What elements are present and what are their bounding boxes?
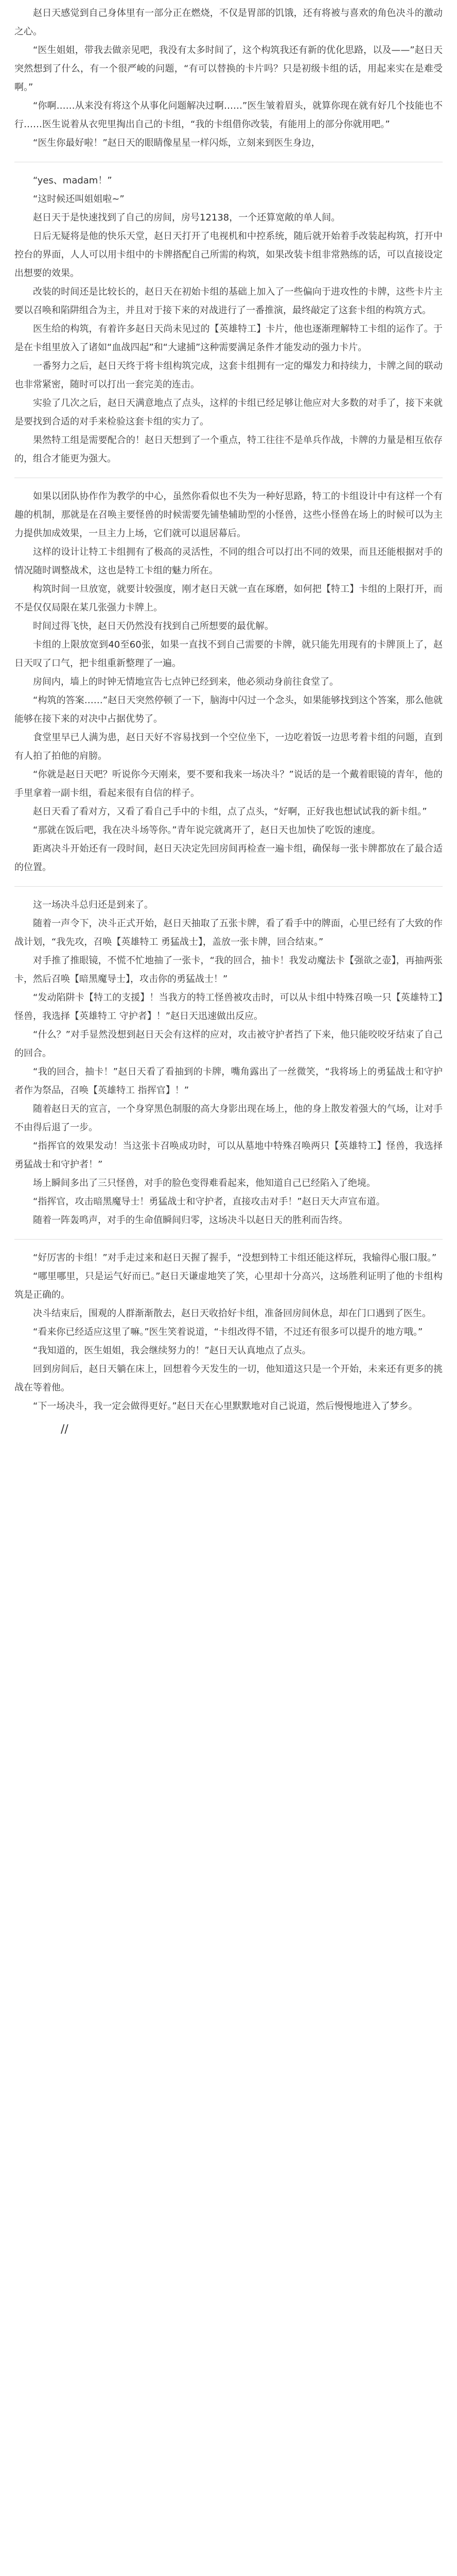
paragraph: “看来你已经适应这里了嘛。”医生笑着说道，“卡组改得不错，不过还有很多可以提升的地方哦。” bbox=[33, 1327, 423, 1337]
paragraph: “构筑的答案……”赵日天突然停顿了一下，脑海中闪过一个念头，如果能够找到这个答案，那么他就能够在接下来的对决中占据优势了。 bbox=[14, 695, 443, 724]
paragraph: 决斗结束后，围观的人群渐渐散去，赵日天收拾好卡组，准备回房间休息，却在门口遇到了医生。 bbox=[33, 1308, 431, 1319]
paragraph: “指挥官的效果发动！当这张卡召唤成功时，可以从墓地中特殊召唤两只【英雄特工】怪兽，我选择勇猛战士和守护者！” bbox=[14, 1141, 443, 1170]
paragraph: “发动陷阱卡【特工的支援】！当我方的特工怪兽被攻击时，可以从卡组中特殊召唤一只【英雄特工】怪兽，我选择【英雄特工 守护者】！”赵日天迅速做出反应。 bbox=[14, 992, 443, 1022]
paragraph: “你就是赵日天吧？听说你今天刚来，要不要和我来一场决斗？”说话的是一个戴着眼镜的青年，他的手里拿着一副卡组，看起来很有自信的样子。 bbox=[14, 769, 443, 799]
paragraph: “下一场决斗，我一定会做得更好。”赵日天在心里默默地对自己说道，然后慢慢地进入了梦乡。 bbox=[33, 1401, 418, 1412]
paragraph: 随着一声令下，决斗正式开始，赵日天抽取了五张卡牌，看了看手中的牌面，心里已经有了大致的作战计划，“我先攻，召唤【英雄特工 勇猛战士】，盖放一张卡牌，回合结束。” bbox=[14, 918, 443, 947]
paragraph: 赵日天看了看对方，又看了看自己手中的卡组，点了点头，“好啊，正好我也想试试我的新卡组。” bbox=[33, 806, 427, 817]
paragraph: 随着一阵轰鸣声，对手的生命值瞬间归零，这场决斗以赵日天的胜利而告终。 bbox=[33, 1215, 348, 1226]
section-4 bbox=[14, 896, 443, 1230]
paragraph: “好厉害的卡组！”对手走过来和赵日天握了握手，“没想到特工卡组还能这样玩，我输得心服口服。” bbox=[33, 1252, 437, 1263]
paragraph: 回到房间后，赵日天躺在床上，回想着今天发生的一切，他知道这只是一个开始，未来还有更多的挑战在等着他。 bbox=[14, 1364, 443, 1393]
paragraph: “我知道的，医生姐姐，我会继续努力的！”赵日天认真地点了点头。 bbox=[33, 1345, 311, 1356]
section-1 bbox=[14, 4, 443, 152]
paragraph: 赵日天感觉到自己身体里有一部分正在燃烧，不仅是胃部的饥饿，还有将被与喜欢的角色决斗的激动之心。 bbox=[14, 8, 443, 37]
paragraph: 这一场决斗总归还是到来了。 bbox=[33, 900, 153, 910]
paragraph: 实验了几次之后，赵日天满意地点了点头，这样的卡组已经足够让他应对大多数的对手了，接下来就是要找到合适的对手来检验这套卡组的实力了。 bbox=[14, 398, 443, 427]
paragraph: “yes、madam！” bbox=[33, 175, 112, 186]
paragraph: “医生姐姐，带我去做亲见吧，我没有太多时间了，这个构筑我还有新的优化思路，以及——”赵日天突然想到了什么，有一个很严峻的问题，“有可以替换的卡片吗？只是初级卡组的话，用起来实在是难受啊。” bbox=[14, 45, 443, 93]
paragraph: 改装的时间还是比较长的，赵日天在初始卡组的基础上加入了一些偏向于进攻性的卡牌，这些卡片主要以召唤和陷阱组合为主，并且对于接下来的对战进行了一番推演，最终敲定了这套卡组的构筑方式。 bbox=[14, 286, 443, 316]
paragraph: 卡组的上限放宽到40至60张，如果一直找不到自己需要的卡牌，就只能先用现有的卡牌顶上了，赵日天叹了口气，把卡组重新整理了一遍。 bbox=[14, 639, 443, 669]
section-3 bbox=[14, 487, 443, 877]
paragraph: 时间过得飞快，赵日天仍然没有找到自己所想要的最优解。 bbox=[33, 621, 274, 632]
paragraph: “这时候还叫姐姐啦~” bbox=[33, 194, 125, 205]
paragraph: “医生你最好啦！”赵日天的眼睛像星星一样闪烁，立刻来到医生身边， bbox=[33, 138, 321, 148]
paragraph: 随着赵日天的宣言，一个身穿黑色制服的高大身影出现在场上，他的身上散发着强大的气场，让对手不由得后退了一步。 bbox=[14, 1104, 443, 1133]
paragraph: 场上瞬间多出了三只怪兽，对手的脸色变得难看起来，他知道自己已经陷入了绝境。 bbox=[33, 1178, 376, 1189]
paragraph: 果然特工组是需要配合的！赵日天想到了一个重点，特工往往不是单兵作战，卡牌的力量是相互依存的，组合才能更为强大。 bbox=[14, 435, 443, 464]
paragraph: 对手推了推眼镜，不慌不忙地抽了一张卡，“我的回合，抽卡！我发动魔法卡【强欲之壶】，再抽两张卡，然后召唤【暗黑魔导士】，攻击你的勇猛战士！” bbox=[14, 955, 443, 985]
paragraph: 房间内，墙上的时钟无情地宣告七点钟已经到来，他必须动身前往食堂了。 bbox=[33, 676, 339, 687]
paragraph: 日后无疑将是他的快乐天堂，赵日天打开了电视机和中控系统，随后就开始着手改装起构筑，打开中控台的界面，人人可以用卡组中的卡牌搭配自己所需的构筑，如果改装卡组非常熟练的话，可以直接设定出想要的效果。 bbox=[14, 231, 443, 279]
paragraph: 医生给的构筑，有着许多赵日天尚未见过的【英雄特工】卡片，他也逐渐理解特工卡组的运作了。于是在卡组里放入了诸如“血战四起”和“大逮捕”这种需要满足条件才能发动的强力卡片。 bbox=[14, 324, 443, 353]
paragraph: “你啊……从来没有将这个从事化问题解决过啊……”医生皱着眉头，就算你现在就有好几个技能也不行……医生说着从衣兜里掏出自己的卡组，“我的卡组借你改装，有能用上的部分你就用吧。” bbox=[14, 100, 443, 130]
paragraph: “我的回合，抽卡！”赵日天看了看抽到的卡牌，嘴角露出了一丝微笑，“我将场上的勇猛战士和守护者作为祭品，召唤【英雄特工 指挥官】！” bbox=[14, 1066, 443, 1096]
section-2 bbox=[14, 172, 443, 468]
paragraph: 赵日天于是快速找到了自己的房间，房号12138，一个还算宽敞的单人间。 bbox=[33, 212, 341, 223]
section-divider bbox=[14, 886, 443, 887]
paragraph: “指挥官，攻击暗黑魔导士！勇猛战士和守护者，直接攻击对手！”赵日天大声宣布道。 bbox=[33, 1196, 385, 1207]
paragraph: “什么？”对手显然没想到赵日天会有这样的应对，攻击被守护者挡了下来，他只能咬咬牙结束了自己的回合。 bbox=[14, 1029, 443, 1059]
paragraph: 如果以团队协作作为教学的中心，虽然你看似也不失为一种好思路，特工的卡组设计中有这样一个有趣的机制，那就是在召唤主要怪兽的时候需要先铺垫辅助型的小怪兽，这些小怪兽在场上的时候可以为主力提供加成效果，一旦主力上场，它们就可以退居幕后。 bbox=[14, 491, 443, 539]
end-mark: // bbox=[61, 1423, 68, 1436]
paragraph: “哪里哪里，只是运气好而已。”赵日天谦虚地笑了笑，心里却十分高兴，这场胜利证明了他的卡组构筑是正确的。 bbox=[14, 1271, 443, 1300]
paragraph: 一番努力之后，赵日天终于将卡组构筑完成，这套卡组拥有一定的爆发力和持续力，卡牌之间的联动也非常紧密，随时可以打出一套完美的连击。 bbox=[14, 361, 443, 390]
section-5 bbox=[14, 1249, 443, 1416]
paragraph: 构筑时间一旦放宽，就要计较强度，刚才赵日天就一直在琢磨，如何把【特工】卡组的上限打开，而不是仅仅局限在某几张强力卡牌上。 bbox=[14, 584, 443, 613]
section-divider bbox=[14, 1239, 443, 1240]
paragraph: “那就在饭后吧，我在决斗场等你。”青年说完就离开了，赵日天也加快了吃饭的速度。 bbox=[33, 825, 381, 836]
paragraph: 距离决斗开始还有一段时间，赵日天决定先回房间再检查一遍卡组，确保每一张卡牌都放在了最合适的位置。 bbox=[14, 843, 443, 873]
paragraph: 这样的设计让特工卡组拥有了极高的灵活性，不同的组合可以打出不同的效果，而且还能根据对手的情况随时调整战术，这也是特工卡组的魅力所在。 bbox=[14, 547, 443, 576]
paragraph: 食堂里早已人满为患，赵日天好不容易找到一个空位坐下，一边吃着饭一边思考着卡组的问题，直到有人拍了拍他的肩膀。 bbox=[14, 732, 443, 761]
